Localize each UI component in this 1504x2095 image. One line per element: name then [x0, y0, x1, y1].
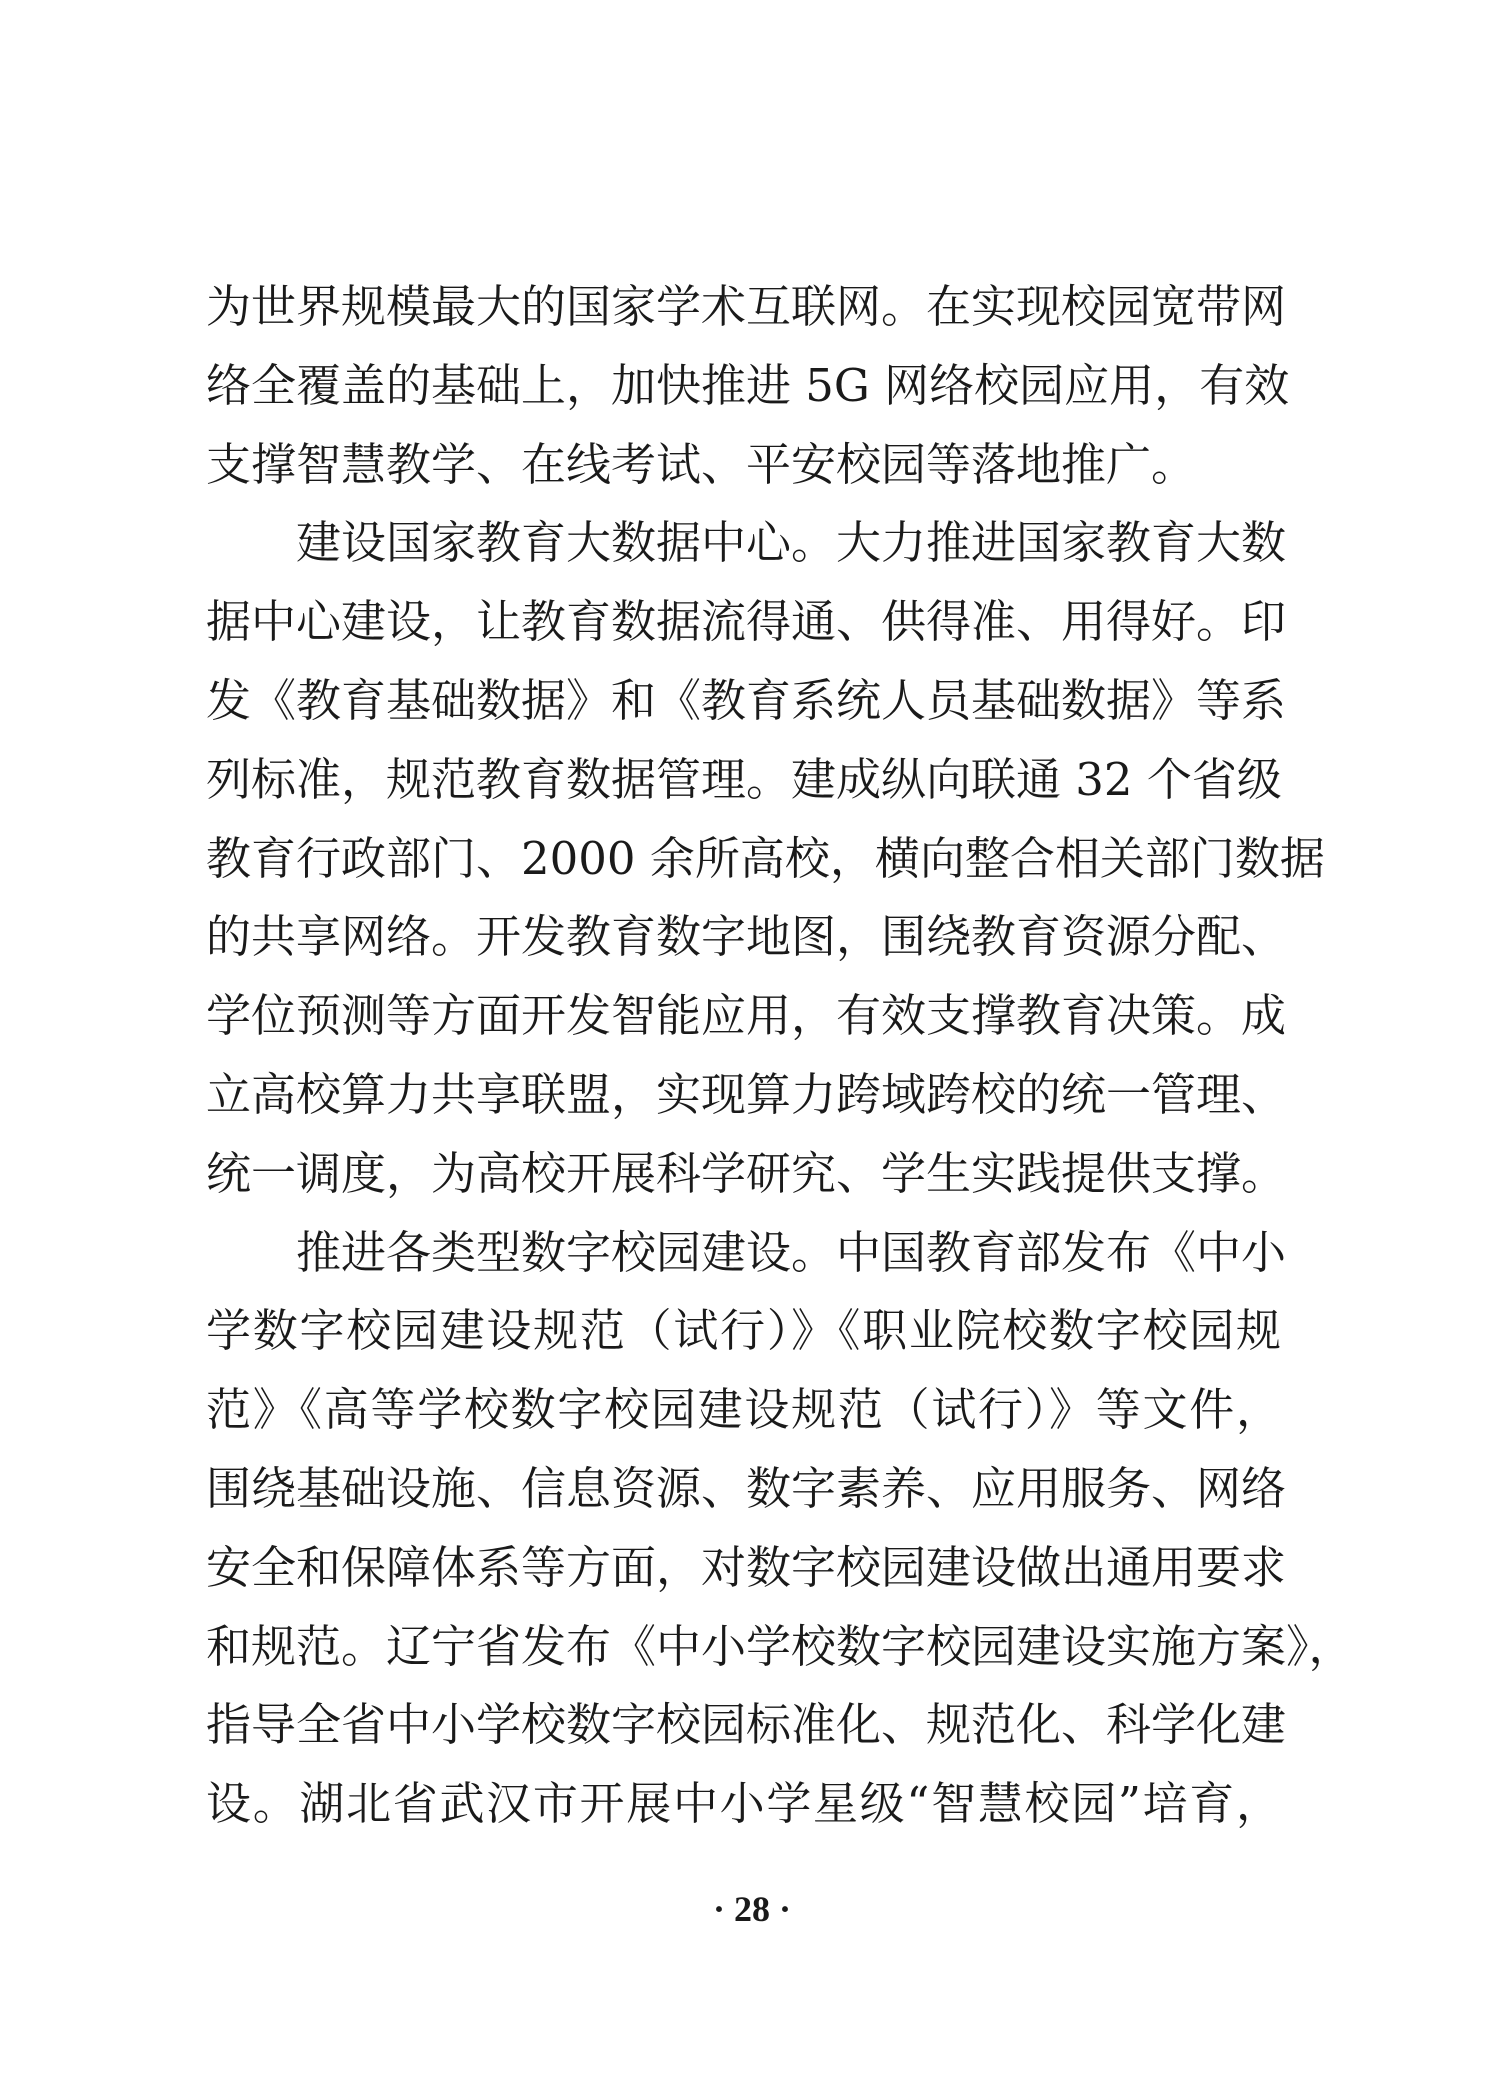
text-line: 设。湖北省武汉市开展中小学星级“智慧校园”培育， [206, 1777, 1281, 1831]
text-line: 范》《高等学校数字校园建设规范（试行）》等文件， [206, 1383, 1281, 1437]
text-line: 络全覆盖的基础上，加快推进 5G 网络校园应用，有效 [206, 358, 1290, 412]
text-line: 建设国家教育大数据中心。大力推进国家教育大数 [296, 516, 1287, 570]
text-line: 指导全省中小学校数字校园标准化、规范化、科学化建 [206, 1698, 1287, 1752]
text-line: 的共享网络。开发教育数字地图，围绕教育资源分配、 [206, 910, 1287, 964]
text-line: 围绕基础设施、信息资源、数字素养、应用服务、网络 [206, 1461, 1287, 1515]
text-line: 发《教育基础数据》和《教育系统人员基础数据》等系 [206, 673, 1287, 727]
text-line: 支撑智慧教学、在线考试、平安校园等落地推广。 [206, 437, 1197, 491]
page-number: · 28 · [712, 1889, 791, 1929]
text-line: 教育行政部门、2000 余所高校，横向整合相关部门数据 [206, 831, 1325, 885]
text-line: 立高校算力共享联盟，实现算力跨域跨校的统一管理、 [206, 1067, 1287, 1121]
body-text [206, 268, 1354, 1844]
text-line: 推进各类型数字校园建设。中国教育部发布《中小 [296, 1225, 1287, 1279]
text-line: 为世界规模最大的国家学术互联网。在实现校园宽带网 [206, 280, 1287, 333]
text-line: 安全和保障体系等方面，对数字校园建设做出通用要求 [206, 1540, 1287, 1594]
text-line: 学位预测等方面开发智能应用，有效支撑教育决策。成 [206, 989, 1287, 1043]
text-line: 列标准，规范教育数据管理。建成纵向联通 32 个省级 [206, 752, 1282, 806]
text-line: 和规范。辽宁省发布《中小学校数字校园建设实施方案》， [206, 1619, 1354, 1673]
text-line: 统一调度，为高校开展科学研究、学生实践提供支撑。 [206, 1146, 1287, 1200]
text-line: 学数字校园建设规范（试行）》《职业院校数字校园规 [206, 1304, 1281, 1358]
text-line: 据中心建设，让教育数据流得通、供得准、用得好。印 [206, 595, 1287, 649]
